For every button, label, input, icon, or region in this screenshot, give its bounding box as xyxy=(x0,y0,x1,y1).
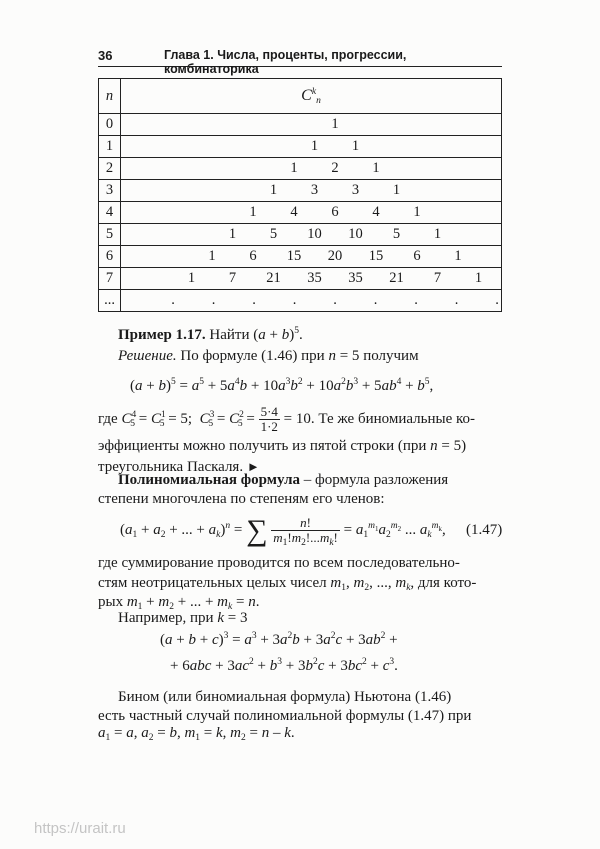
binomial-coefficient: 3 xyxy=(351,182,360,198)
binomial-coefficient: 2 xyxy=(331,160,339,176)
binomial-coefficient: 1 xyxy=(249,204,257,220)
fraction-coefficient: $\frac{5\cdot 4}{1\cdot 2}$ xyxy=(260,404,278,435)
binomial-coefficient: . xyxy=(252,292,256,308)
example-task: Найти xyxy=(209,327,250,343)
binomial-coefficient: . xyxy=(414,292,418,308)
example-intro-line: Например, при k = 3 xyxy=(118,610,248,626)
example-label: Пример 1.17. xyxy=(118,327,206,343)
binomial-coefficient: 10 xyxy=(348,226,363,242)
row-index-n: 1 xyxy=(99,136,121,158)
trinomial-cube-formula-2: + $6abc + 3ac^2 + b^3 + 3b^2c + 3bc^2 + c^3$. xyxy=(170,657,398,674)
binomial-coefficient: 1 xyxy=(228,226,237,242)
table-row xyxy=(99,224,502,246)
binomial-coefficient: 15 xyxy=(368,248,384,264)
binomial-coefficient: 1 xyxy=(413,204,421,220)
end-of-example-icon: ► xyxy=(246,459,260,474)
pascal-reference-line: треугольника Паскаля. ► xyxy=(98,459,260,475)
page-number: 36 xyxy=(98,48,113,63)
solution-line: Решение. По формуле (1.46) при n = 5 получим xyxy=(118,348,419,364)
binomial-coefficient: 1 xyxy=(331,116,339,132)
trinomial-cube-formula-1: $(a + b + c)^3 = a^3 + 3a^2b + 3a^2c + 3ab^2$ + xyxy=(160,631,398,648)
table-row xyxy=(99,246,502,268)
binomial-coefficient: 1 xyxy=(454,248,462,264)
binomial-coefficient: 20 xyxy=(327,248,343,264)
binomial-coefficient: 1 xyxy=(310,138,319,154)
solution-label: Решение. xyxy=(118,348,177,364)
polynomial-term: Полиномиальная формула xyxy=(118,472,300,488)
pascal-triangle-table xyxy=(98,78,502,312)
binomial-coefficients-row xyxy=(121,290,502,312)
binomial-coefficient: 4 xyxy=(290,204,298,220)
newton-line-3: $a_1 = a$, $a_2 = b$, $m_1 = k$, $m_2 = n - k$. xyxy=(98,725,295,743)
binomial-expansion-formula: $(a + b)^5 = a^5 + 5a^4b + 10a^3b^2 + 10a^2b^3 + 5ab^4 + b^5$, xyxy=(130,377,434,394)
binomial-coefficient: 10 xyxy=(307,226,322,242)
binomial-coefficient: 6 xyxy=(249,248,257,264)
binomial-coefficient: 15 xyxy=(286,248,302,264)
binomial-coefficient: . xyxy=(171,292,175,308)
column-header-n: n xyxy=(99,79,121,114)
summation-note-line-2: стям неотрицательных целых чисел $m_1$, $m_2$, ..., $m_k$, для кото- xyxy=(98,575,477,593)
binomial-coefficient: . xyxy=(292,292,297,308)
binomial-coefficient: 1 xyxy=(372,160,380,176)
table-header-row xyxy=(99,79,502,114)
binomial-coefficients-row xyxy=(121,180,502,202)
binomial-coefficient: 5 xyxy=(269,226,278,242)
binomial-coefficient: 7 xyxy=(228,270,237,286)
binomial-coefficient: 3 xyxy=(310,182,319,198)
coefficients-line: где $C^4_5 = C^1_5 = 5$; $C^3_5 = C^2_5$ = $\frac{5\cdot 4}{1\cdot 2}$ = 10. Те же биномиальные ко- xyxy=(98,404,476,435)
binomial-coefficient: 35 xyxy=(348,270,363,286)
binomial-coefficient: . xyxy=(454,292,459,308)
row-index-n: 6 xyxy=(99,246,121,268)
binomial-coefficient: 1 xyxy=(351,138,360,154)
binomial-coefficient: 6 xyxy=(413,248,421,264)
row-index-n: 3 xyxy=(99,180,121,202)
binomial-coefficient: . xyxy=(211,292,216,308)
table-row xyxy=(99,290,502,312)
binomial-coefficient: 7 xyxy=(433,270,442,286)
coefficients-line-2: эффициенты можно получить из пятой строки (при n = 5) xyxy=(98,438,467,454)
binomial-coefficient: 21 xyxy=(389,270,404,286)
row-index-n: 4 xyxy=(99,202,121,224)
summation-note-line-3: рых $m_1 + m_2$ + ... + $m_k = n$. xyxy=(98,594,260,612)
table-row xyxy=(99,202,502,224)
example-title-line: Пример 1.17. Найти $(a + b)^5$. xyxy=(118,326,303,343)
binomial-coefficient: 21 xyxy=(266,270,281,286)
binomial-coefficient: 6 xyxy=(331,204,339,220)
binomial-coefficient: 1 xyxy=(433,226,442,242)
column-header-binomial: $C^k_n$ xyxy=(121,79,502,114)
row-index-n: 2 xyxy=(99,158,121,180)
polynomial-definition-line-2: степени многочлена по степеням его членов: xyxy=(98,491,385,507)
binomial-coefficients-row xyxy=(121,202,502,224)
row-index-n: 7 xyxy=(99,268,121,290)
row-index-n: ... xyxy=(99,290,121,312)
binomial-coefficients-row xyxy=(121,158,502,180)
binomial-coefficient: 1 xyxy=(269,182,278,198)
sum-symbol: ∑ xyxy=(246,514,268,547)
newton-line-2: есть частный случай полиномиальной формулы (1.47) при xyxy=(98,708,472,724)
chapter-title: Глава 1. Числа, проценты, прогрессии, комбинаторика xyxy=(164,48,407,76)
newton-line-1: Бином (или биномиальная формула) Ньютона (1.46) xyxy=(118,689,452,705)
table-row xyxy=(99,114,502,136)
binomial-coefficient: 1 xyxy=(474,270,483,286)
binomial-coefficient: 4 xyxy=(372,204,380,220)
multinomial-fraction: $\frac{n!}{m_1!m_2!...m_k!}$ xyxy=(273,515,338,549)
binomial-coefficients-row xyxy=(121,246,502,268)
polynomial-formula: ($a_1 + a_2$ + ... + $a_k)^n$ = ∑ $\frac{n!}{m_1!m_2!...m_k!}$ = $a_1^{m_1}a_2^{m_2}$ ... $a_k^{m_k}$, xyxy=(120,514,446,549)
table-row xyxy=(99,158,502,180)
page-header xyxy=(98,46,502,76)
binomial-coefficient: . xyxy=(333,292,337,308)
watermark-url[interactable]: https://urait.ru xyxy=(34,820,126,837)
binomial-coefficient: 1 xyxy=(290,160,298,176)
table-row xyxy=(99,180,502,202)
binomial-coefficient: 1 xyxy=(187,270,196,286)
binomial-coefficients-row xyxy=(121,224,502,246)
binomial-coefficients-row xyxy=(121,268,502,290)
binomial-coefficient: . xyxy=(495,292,499,308)
row-index-n: 5 xyxy=(99,224,121,246)
polynomial-definition-line: Полиномиальная формула – формула разложения xyxy=(118,472,449,488)
binomial-coefficient: 1 xyxy=(208,248,216,264)
summation-note-line-1: где суммирование проводится по всем последовательно- xyxy=(98,555,460,571)
binomial-coefficient: 1 xyxy=(392,182,401,198)
row-index-n: 0 xyxy=(99,114,121,136)
binomial-coefficient: 5 xyxy=(392,226,401,242)
binomial-coefficient: 35 xyxy=(307,270,322,286)
binomial-coefficient: . xyxy=(373,292,378,308)
equation-number: (1.47) xyxy=(466,522,503,538)
table-row xyxy=(99,136,502,158)
binomial-coefficients-row xyxy=(121,136,502,158)
table-row xyxy=(99,268,502,290)
binomial-coefficients-row xyxy=(121,114,502,136)
